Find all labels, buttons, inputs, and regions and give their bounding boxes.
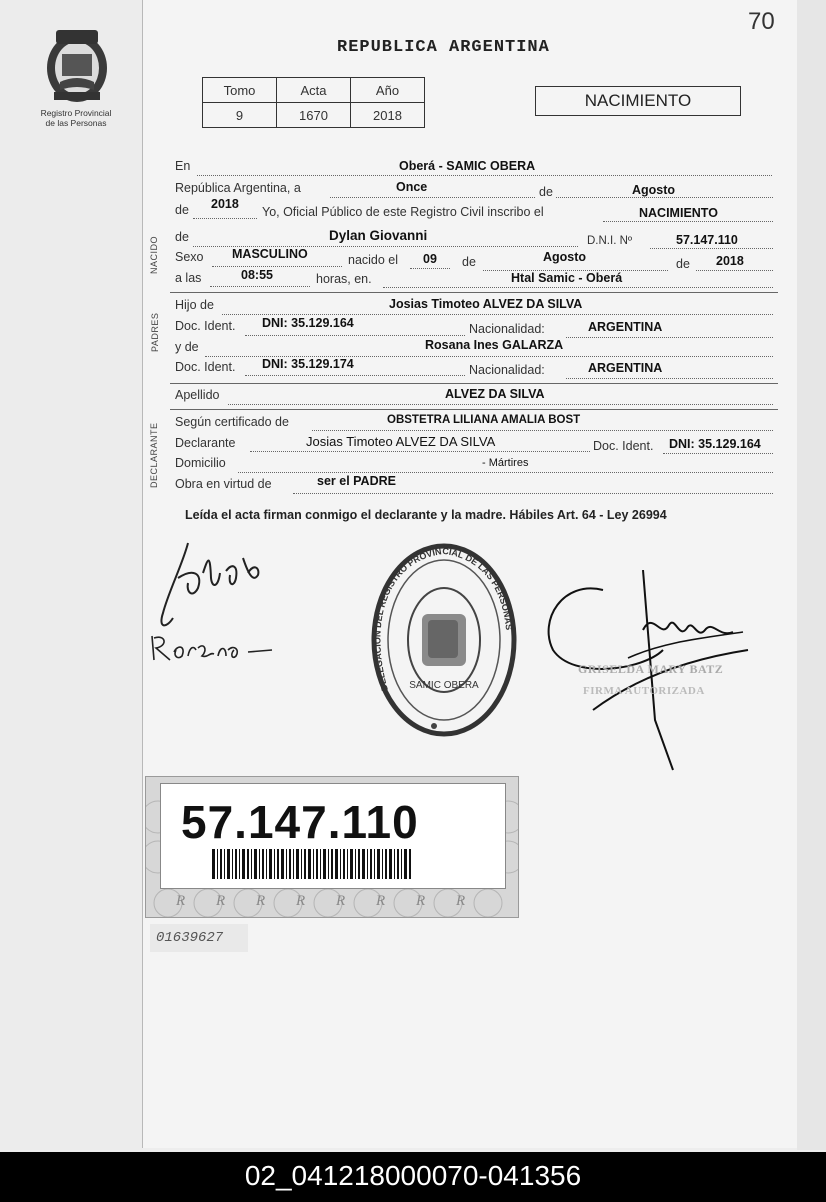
table-row	[203, 103, 425, 128]
svg-text:SAMIC OBERA: SAMIC OBERA	[409, 680, 479, 691]
child-name-value: Dylan Giovanni	[329, 228, 428, 243]
dotted-line	[210, 286, 310, 287]
domicilio-label: Domicilio	[175, 456, 226, 470]
apellido-label: Apellido	[175, 388, 220, 402]
registry-seal	[368, 540, 520, 740]
security-r-marks	[146, 891, 518, 915]
dotted-line	[193, 218, 257, 219]
father-doc-value: DNI: 35.129.164	[262, 316, 354, 330]
birth-place-value: Htal Samic - Oberá	[511, 271, 623, 285]
place-value: Oberá - SAMIC OBERA	[399, 159, 536, 173]
section-divider	[170, 409, 778, 410]
nacido-label: nacido el	[348, 253, 399, 267]
nacionalidad-label: Nacionalidad:	[469, 322, 545, 336]
right-margin	[797, 0, 826, 1150]
table-header: Acta	[277, 78, 351, 103]
doc-label: Doc. Ident.	[175, 319, 236, 333]
registry-label	[25, 108, 127, 128]
year-value: 2018	[211, 197, 239, 211]
section-label-declarante: DECLARANTE	[149, 422, 159, 488]
stamp-name: GRISELDA MARY BATZ	[578, 662, 724, 676]
table-cell: 2018	[351, 103, 425, 128]
footer-file-id: 02_041218000070-041356	[0, 1152, 826, 1202]
r-mark: R	[416, 893, 426, 909]
de-label: de	[175, 230, 189, 244]
obra-value: ser el PADRE	[317, 474, 396, 488]
left-margin	[0, 0, 142, 1150]
obra-label: Obra en virtud de	[175, 477, 272, 491]
svg-text:DELEGACIÓN DEL REGISTRO PROVIN: DELEGACIÓN DEL REGISTRO PROVINCIAL DE LAS PERSONAS	[372, 545, 514, 693]
r-mark: R	[296, 893, 306, 909]
provincial-emblem-icon	[40, 24, 114, 106]
r-mark: R	[216, 893, 226, 909]
dotted-line	[222, 314, 773, 315]
horas-label: horas, en.	[316, 272, 372, 286]
dotted-line	[293, 493, 773, 494]
dotted-line	[197, 175, 772, 176]
birth-day-value: 09	[423, 252, 437, 266]
dotted-line	[383, 287, 773, 288]
father-nat-value: ARGENTINA	[588, 320, 663, 334]
tomo-acta-table	[202, 77, 425, 128]
table-cell: 1670	[277, 103, 351, 128]
mother-doc-value: DNI: 35.129.174	[262, 357, 354, 371]
mother-name-value: Rosana Ines GALARZA	[425, 338, 564, 352]
dotted-line	[663, 453, 773, 454]
dotted-line	[238, 472, 773, 473]
section-divider	[170, 292, 778, 293]
segun-label: Según certificado de	[175, 415, 289, 429]
r-mark: R	[176, 893, 186, 909]
child-dni-value: 57.147.110	[676, 233, 738, 247]
table-header: Año	[351, 78, 425, 103]
page-number: 70	[748, 8, 775, 35]
declarante-doc-value: DNI: 35.129.164	[669, 437, 761, 451]
dotted-line	[250, 451, 590, 452]
dotted-line	[696, 270, 773, 271]
table-header-row	[203, 78, 425, 103]
document-title: REPUBLICA ARGENTINA	[337, 38, 550, 57]
day-words-value: Once	[396, 180, 428, 194]
doc-label: Doc. Ident.	[175, 360, 236, 374]
yo-text: Yo, Oficial Público de este Registro Civil inscribo el	[262, 205, 544, 219]
dotted-line	[245, 335, 465, 336]
doc-label: Doc. Ident.	[593, 439, 654, 453]
declarante-value: Josias Timoteo ALVEZ DA SILVA	[306, 434, 496, 449]
barcode-icon	[212, 849, 412, 879]
mother-signature	[148, 628, 278, 668]
birth-year-value: 2018	[716, 254, 744, 268]
r-mark: R	[256, 893, 266, 909]
dotted-line	[245, 375, 465, 376]
declarante-label: Declarante	[175, 436, 236, 450]
alas-label: a las	[175, 271, 202, 285]
inscribo-value: NACIMIENTO	[639, 206, 718, 220]
dotted-line	[566, 337, 773, 338]
en-label: En	[175, 159, 191, 173]
closing-statement: Leída el acta firman conmigo el declarante y la madre. Hábiles Art. 64 - Ley 26994	[185, 508, 667, 522]
dotted-line	[603, 221, 773, 222]
table-header: Tomo	[203, 78, 277, 103]
dotted-line	[410, 268, 450, 269]
registry-line-1: Registro Provincial	[40, 108, 112, 118]
r-mark: R	[336, 893, 346, 909]
record-type-box: NACIMIENTO	[535, 86, 741, 116]
month-value: Agosto	[632, 183, 676, 197]
apellido-value: ALVEZ DA SILVA	[445, 387, 545, 401]
r-mark: R	[456, 893, 466, 909]
father-name-value: Josias Timoteo ALVEZ DA SILVA	[389, 297, 583, 311]
section-label-padres: PADRES	[150, 312, 160, 352]
sexo-value: MASCULINO	[232, 247, 308, 261]
de-label: de	[175, 203, 189, 217]
dotted-line	[228, 404, 773, 405]
dotted-line	[650, 248, 773, 249]
registry-line-2: de las Personas	[45, 118, 107, 128]
mother-nat-value: ARGENTINA	[588, 361, 663, 375]
section-divider	[170, 383, 778, 384]
id-label-card	[145, 776, 519, 918]
yde-label: y de	[175, 340, 199, 354]
domicilio-value: - Mártires	[482, 457, 529, 469]
dotted-line	[212, 266, 342, 267]
hijo-label: Hijo de	[175, 298, 214, 312]
republica-label: República Argentina, a	[175, 181, 301, 195]
birth-month-value: Agosto	[543, 250, 587, 264]
table-cell: 9	[203, 103, 277, 128]
serial-number: 01639627	[150, 924, 248, 952]
sexo-label: Sexo	[175, 250, 204, 264]
dni-label: D.N.I. Nº	[587, 235, 633, 247]
dotted-line	[312, 430, 773, 431]
de-label: de	[676, 257, 690, 271]
certificado-value: OBSTETRA LILIANA AMALIA BOST	[387, 414, 581, 426]
section-label-nacido: NACIDO	[149, 235, 159, 274]
de-label: de	[462, 255, 476, 269]
dotted-line	[566, 378, 773, 379]
nacionalidad-label: Nacionalidad:	[469, 363, 545, 377]
birth-time-value: 08:55	[241, 268, 273, 282]
de-label: de	[536, 185, 556, 203]
r-mark: R	[376, 893, 386, 909]
stamp-subtitle: FIRMA AUTORIZADA	[583, 685, 705, 697]
label-dni-number: 57.147.110	[181, 796, 419, 848]
